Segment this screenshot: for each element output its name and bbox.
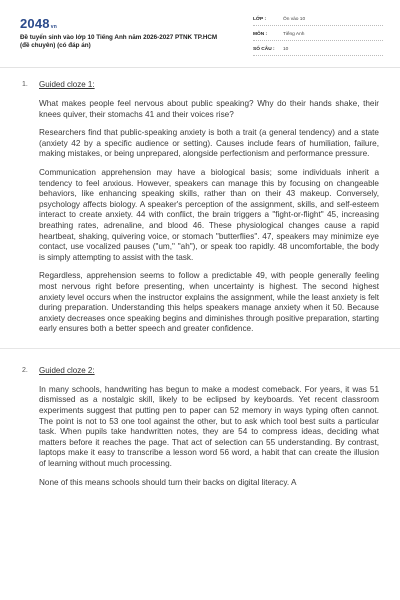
meta-label: MÔN : <box>253 32 268 37</box>
meta-row-question-count <box>253 44 383 56</box>
meta-value: Ôn vào 10 <box>283 17 306 22</box>
section-guided-cloze-1 <box>0 76 400 335</box>
section-guided-cloze-2 <box>0 362 400 488</box>
section-title: Guided cloze 1: <box>39 80 95 89</box>
section-number: 1. <box>22 81 28 88</box>
section-number: 2. <box>22 366 28 374</box>
meta-label: LỚP : <box>253 17 267 22</box>
passage-paragraph: None of this means schools should turn their backs on digital literacy. A <box>39 477 297 487</box>
section-heading <box>0 362 400 380</box>
passage-paragraph: Researchers find that public-speaking anxiety is both a trait (a general tendency) and a state (anxiety 42 by a specific audience or setting). Causes include fears of humiliation, failure, making mistakes, or being unprepared, alongside perfectionism and performance pressure. <box>39 128 379 159</box>
section-title: Guided cloze 2: <box>39 365 95 375</box>
passage-paragraph: Regardless, apprehension seems to follow a predictable 49, with people generally feeling most nervous right before presenting, when uncertainty is highest. The second highest anxiety level occurs when the instructor explains the assignment, while the least anxiety is felt during preparation. Understanding this helps speakers manage anxiety when it 50. Because anxiety decreases once speaking begins and diminishes through positive preparation, starting early ensures both a better speech and greater confidence. <box>39 271 379 334</box>
passage-paragraph: Communication apprehension may have a biological basis; some individuals inherit a tendency to feel anxious. However, speakers can manage this by focusing on changeable behaviors, like enhancing speaking skills, rather than on their 43 makeup. Conversely, psychology affects biology. A speaker's perception of the assignment, skills, and self-esteem interact to create anxiety. 44 with conflict, the brain triggers a "fight-or-flight" 45, increasing breathing rates, adrenaline, and blood 46. These physiological changes cause a rapid heartbeat, shaking, quivering voice, or stomach "butterflies". 47, speakers may minimize eye contact, use vocalized pauses ("um," "ah"), or speak too rapidly. 48 uncomfortable, the body is simply attempting to assist with the task. <box>39 167 379 262</box>
section-divider <box>0 348 400 349</box>
meta-row-class <box>253 14 383 26</box>
document-title: Đề tuyển sinh vào lớp 10 Tiếng Anh năm 2026-2027 PTNK TP.HCM (đề chuyên) (có đáp án) <box>20 34 218 50</box>
section-heading <box>0 76 400 94</box>
meta-value: Tiếng Anh <box>283 32 305 37</box>
document-meta <box>253 14 383 59</box>
page-header <box>0 0 400 66</box>
meta-label: SỐ CÂU : <box>253 47 275 52</box>
logo-suffix: vn <box>50 24 57 30</box>
passage-paragraph: What makes people feel nervous about public speaking? Why do their hands shake, their knees quiver, their stomachs 41 and their voices rise? <box>39 99 379 119</box>
header-divider <box>0 67 400 68</box>
meta-row-subject <box>253 29 383 41</box>
logo-text: 2048 <box>20 16 50 31</box>
meta-value: 10 <box>283 47 289 52</box>
passage-paragraph: In many schools, handwriting has begun to make a modest comeback. For years, it was 51 dismissed as a nostalgic skill, likely to be eclipsed by keyboards. Yet recent classroom experiments suggest that putting pen to paper can 52 memory in ways typing often cannot. The point is not to 53 one tool against the other, but to ask which tool best suits a particular task. When pupils take handwritten notes, they are 54 to compress ideas, deciding what matters before it reaches the page. That act of selection can 55 understanding. By contrast, laptops make it easy to transcribe a lesson word 56 word, a habit that can create the illusion of learning without much processing. <box>39 384 379 469</box>
site-logo[interactable] <box>20 16 57 31</box>
document-content <box>0 76 400 488</box>
